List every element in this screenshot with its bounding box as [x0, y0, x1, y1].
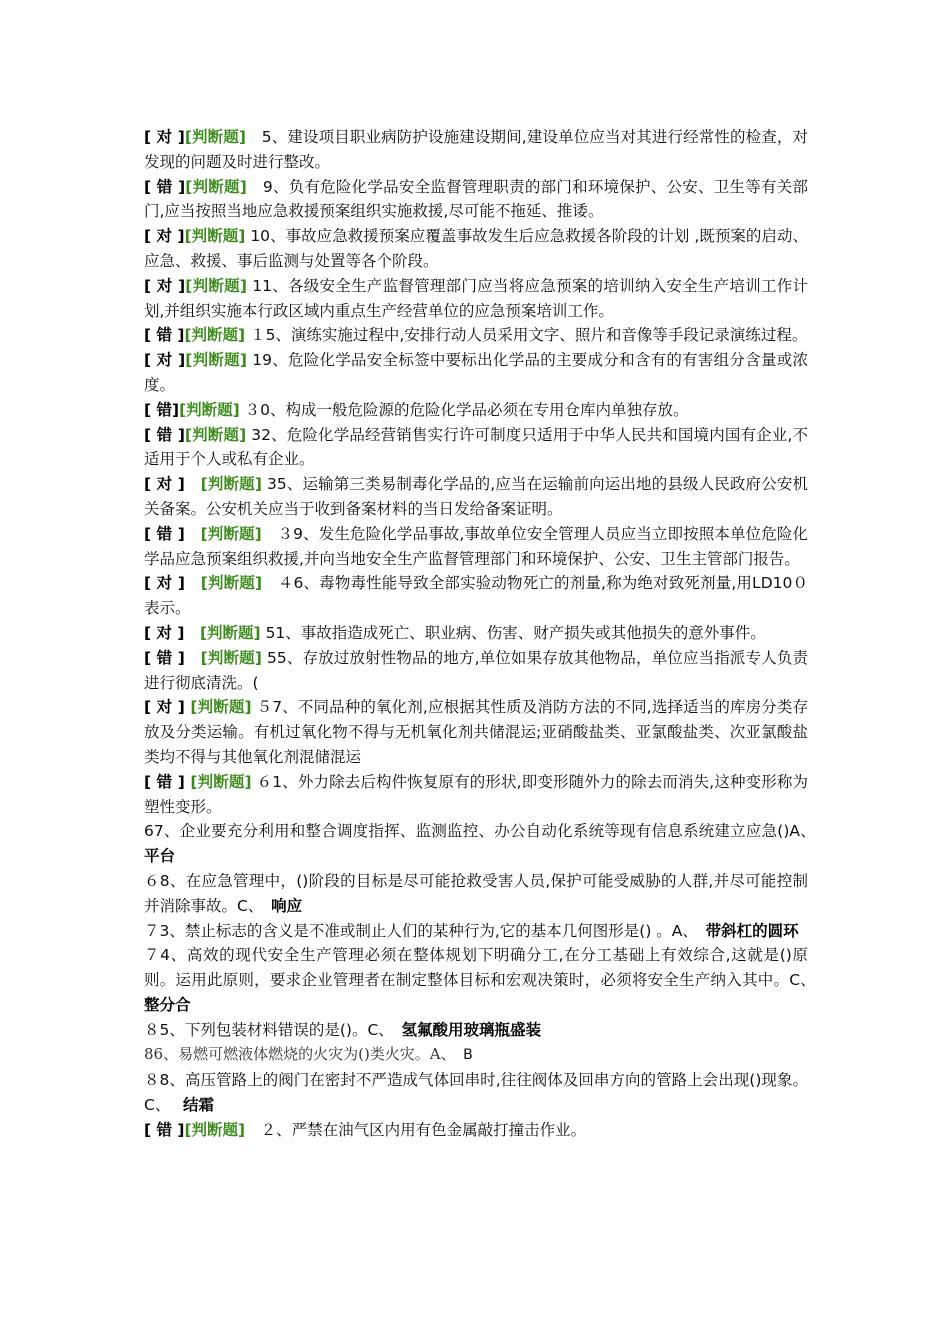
choice-item-74 [144, 943, 824, 1017]
judgement-item-16 [144, 1118, 808, 1143]
question-type-tag: [判断题] [184, 574, 263, 593]
question-type-tag: [判断题] [185, 177, 247, 196]
question-text: ８8、高压管路上的阀门在密封不严造成气体回串时,往往阀体及回串方向的管路上会出现()现象。C、 [144, 1071, 808, 1115]
question-type-tag: [判断题] [184, 772, 252, 791]
choice-answer: 氢氟酸用玻璃瓶盛装 [401, 1020, 542, 1039]
item-text: 10、事故应急救援预案应覆盖事故发生后应急救援各阶段的计划 ,既预案的启动、应急、救援、事后监测与处置等各个阶段。 [144, 227, 808, 270]
judgement-item-9 [144, 472, 808, 522]
item-text: 55、存放过放射性物品的地方,单位如果存放其他物品，单位应当指派专人负责进行彻底清洗。( [144, 648, 808, 692]
item-text: ５7、不同品种的氧化剂,应根据其性质及消防方法的不同,选择适当的库房分类存放及分类运输。有机过氧化物不得与无机氧化剂共储混运;亚硝酸盐类、亚氯酸盐类、次亚氯酸盐类均不得与其他氧化剂混储混运 [144, 698, 808, 766]
item-text: ３0、构成一般危险源的危险化学品必须在专用仓库内单独存放。 [239, 400, 689, 419]
judgement-item-6 [144, 348, 808, 398]
item-text: 5、建设项目职业病防护设施建设期间,建设单位应当对其进行经常性的检查，对发现的问题及时进行整改。 [144, 128, 809, 171]
question-type-tag: [判断题] [179, 400, 240, 419]
question-type-tag: [判断题] [184, 524, 262, 543]
item-text: 32、危险化学品经营销售实行许可制度只适用于中华人民共和国境内国有企业,不适用于个人或私有企业。 [144, 425, 808, 469]
choice-answer: B [463, 1047, 473, 1064]
judgement-item-12 [144, 621, 808, 646]
question-type-tag: [判断题] [185, 351, 248, 370]
question-type-tag: [判断题] [184, 475, 262, 494]
question-type-tag: [判断题] [184, 1120, 246, 1139]
judgement-item-4 [144, 274, 808, 324]
item-text: ４6、毒物毒性能导致全部实验动物死亡的剂量,称为绝对致死剂量,用LD10０表示。 [144, 574, 809, 618]
question-type-tag: [判断题] [184, 425, 247, 444]
question-type-tag: [判断题] [184, 648, 262, 667]
choice-item-67 [144, 819, 824, 869]
judgement-item-3 [144, 224, 808, 274]
answer-mark: [ 对 ] [144, 128, 185, 146]
choice-item-73 [144, 919, 808, 944]
question-type-tag: [判断题] [184, 128, 247, 146]
choice-item-88 [144, 1068, 808, 1118]
judgement-item-10 [144, 522, 808, 572]
answer-mark: [ 对 ] [144, 276, 186, 295]
question-type-tag: [判断题] [184, 227, 246, 246]
judgement-item-2 [144, 175, 808, 225]
choice-answer: 整分合 [144, 995, 191, 1014]
judgement-item-13 [144, 646, 808, 696]
choice-answer: 带斜杠的圆环 [705, 921, 799, 940]
item-text: ６1、外力除去后构件恢复原有的形状,即变形随外力的除去而消失,这种变形称为塑性变形。 [144, 772, 808, 816]
answer-mark: [ 错 ] [144, 1120, 185, 1139]
choice-item-85 [144, 1018, 808, 1043]
judgement-item-8 [144, 423, 808, 473]
judgement-item-1 [144, 125, 808, 175]
answer-mark: [ 对 ] [144, 698, 185, 717]
answer-mark: [ 错 ] [144, 648, 185, 667]
item-text: 11、各级安全生产监督管理部门应当将应急预案的培训纳入安全生产培训工作计划,并组织实施本行政区域内重点生产经营单位的应急预案培训工作。 [144, 276, 809, 320]
answer-mark: [ 对 ] [144, 623, 185, 642]
item-text: ３9、发生危险化学品事故,事故单位安全管理人员应当立即按照本单位危险化学品应急预案组织救援,并向当地安全生产监督管理部门和环境保护、公安、卫生主管部门报告。 [144, 524, 809, 568]
question-text: ６8、在应急管理中，()阶段的目标是尽可能抢救受害人员,保护可能受威胁的人群,并尽可能控制并消除事故。C、 [144, 871, 808, 915]
answer-mark: [ 对 ] [144, 475, 185, 494]
judgement-item-7 [144, 398, 808, 423]
question-text: 67、企业要充分利用和整合调度指挥、监测监控、办公自动化系统等现有信息系统建立应急()A、 [144, 822, 824, 841]
question-type-tag: [判断题] [185, 276, 248, 295]
question-type-tag: [判断题] [184, 326, 246, 345]
choice-answer: 平台 [144, 847, 176, 866]
item-text: ２、严禁在油气区内用有色金属敲打撞击作业。 [245, 1120, 587, 1139]
item-text: １5、演练实施过程中,安排行动人员采用文字、照片和音像等手段记录演练过程。 [245, 326, 808, 345]
answer-mark: [ 错 ] [144, 326, 185, 345]
question-type-tag: [判断题] [184, 698, 252, 717]
question-type-tag: [判断题] [184, 623, 261, 642]
question-text: 86、易燃可燃液体燃烧的火灾为()类火灾。A、 [144, 1045, 464, 1064]
choice-answer: 结霜 [183, 1096, 215, 1115]
judgement-item-5 [144, 323, 808, 348]
choice-item-86 [144, 1042, 808, 1068]
answer-mark: [ 错 ] [144, 177, 186, 196]
document-body [144, 125, 824, 1143]
item-text: 35、运输第三类易制毒化学品的,应当在运输前向运出地的县级人民政府公安机关备案。公安机关应当于收到备案材料的当日发给备案证明。 [144, 475, 808, 518]
answer-mark: [ 错 ] [144, 772, 185, 791]
judgement-item-11 [144, 571, 808, 621]
item-text: 19、危险化学品安全标签中要标出化学品的主要成分和含有的有害组分含量或浓度。 [144, 351, 809, 394]
item-text: 51、事故指造成死亡、职业病、伤害、财产损失或其他损失的意外事件。 [260, 623, 766, 642]
judgement-item-14 [144, 695, 808, 769]
choice-item-68 [144, 869, 808, 919]
answer-mark: [ 对 ] [144, 351, 186, 370]
answer-mark: [ 对 ] [144, 574, 185, 593]
answer-mark: [ 错 ] [144, 524, 185, 543]
question-text: ８5、下列包装材料错误的是()。C、 [144, 1020, 402, 1039]
question-text: ７3、禁止标志的含义是不准或制止人们的某种行为,它的基本几何图形是() 。A、 [144, 921, 706, 940]
judgement-item-15 [144, 770, 808, 820]
choice-answer: 响应 [271, 896, 303, 915]
item-text: 9、负有危险化学品安全监督管理职责的部门和环境保护、公安、卫生等有关部门,应当按照当地应急救援预案组织实施救援,尽可能不拖延、推诿。 [144, 177, 809, 221]
answer-mark: [ 对 ] [144, 227, 185, 246]
answer-mark: [ 错 ] [144, 425, 185, 444]
answer-mark: [ 错] [144, 400, 180, 419]
question-text: ７4、高效的现代安全生产管理必须在整体规划下明确分工,在分工基础上有效综合,这就是()原则。运用此原则，要求企业管理者在制定整体目标和宏观决策时，必须将安全生产纳入其中。C、 [144, 946, 824, 990]
